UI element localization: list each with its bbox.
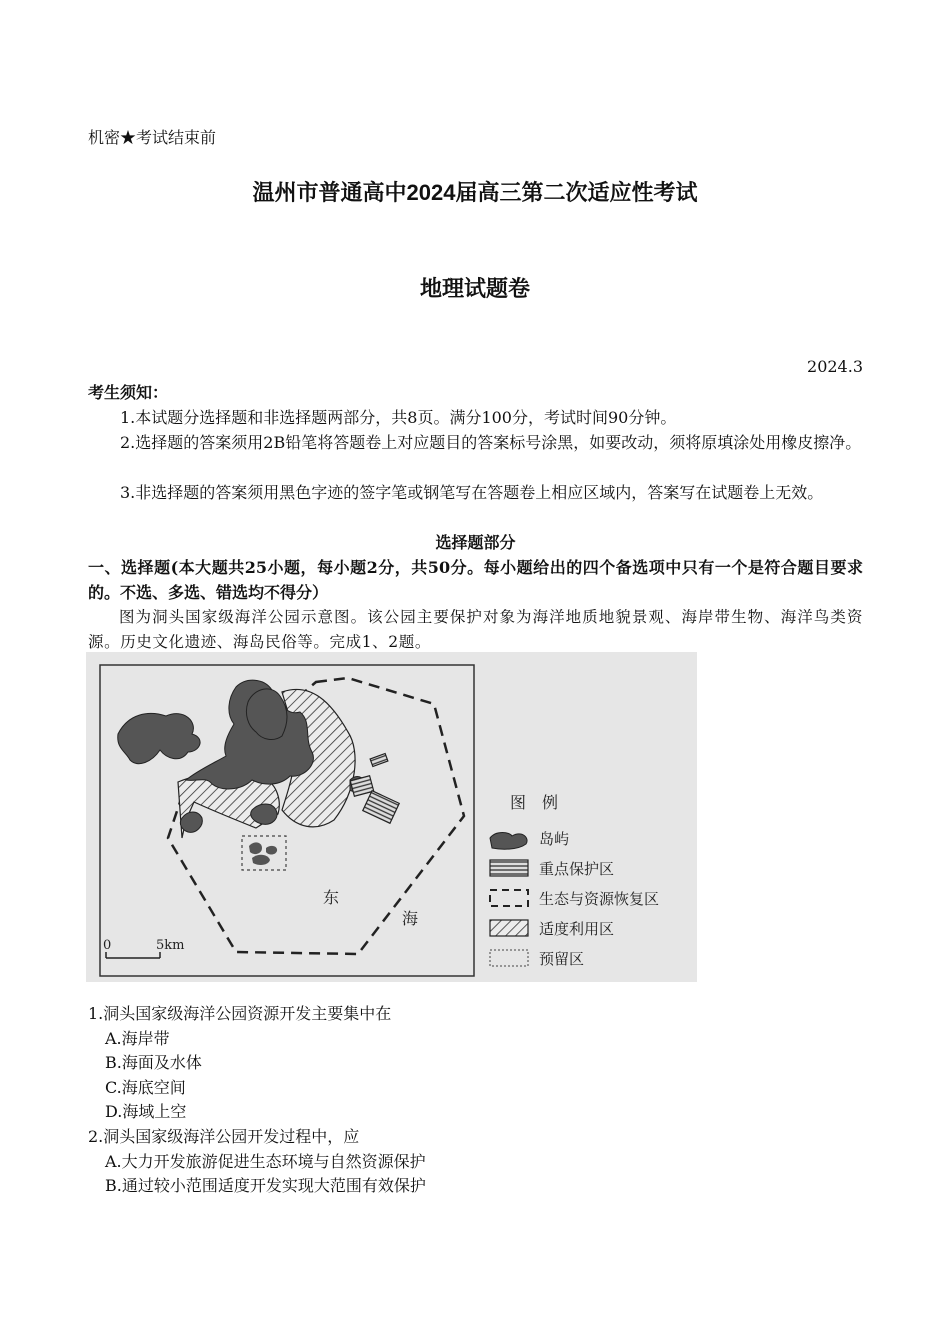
legend-label: 适度利用区 [539,920,615,938]
section-heading: 一、选择题(本大题共25小题，每小题2分，共50分。每小题给出的四个备选项中只有一个是符合题目要求的。不选、多选、错选均不得分） [88,558,863,602]
exam-date: 2024.3 [807,357,863,376]
question-1-stem: 1.洞头国家级海洋公园资源开发主要集中在 [88,1004,392,1023]
section-title: 选择题部分 [435,533,516,552]
question-2-stem: 2.洞头国家级海洋公园开发过程中，应 [88,1127,360,1146]
question-intro: 图为洞头国家级海洋公园示意图。该公园主要保护对象为海洋地质地貌景观、海岸带生物、海洋鸟类资源。历史文化遗迹、海岛民俗等。完成1、2题。 [88,608,863,651]
marine-park-map [86,652,697,982]
question-1-option-a: A.海岸带 [105,1029,170,1048]
island-icon [490,833,527,850]
scale-end-label: 5km [156,938,185,953]
legend-label: 预留区 [539,950,585,968]
notice-item: 2.选择题的答案须用2B铅笔将答题卷上对应题目的答案标号涂黑，如要改动，须将原填涂处用橡皮擦净。 [120,433,862,452]
legend-label: 重点保护区 [539,860,615,878]
exam-title: 温州市普通高中2024届高三第二次适应性考试 [252,180,698,205]
question-2-option-b: B.通过较小范围适度开发实现大范围有效保护 [105,1176,426,1195]
notice-heading: 考生须知： [88,383,169,402]
question-1-option-b: B.海面及水体 [105,1053,202,1072]
legend-label: 生态与资源恢复区 [539,890,660,908]
key-protection-icon [490,860,528,876]
moderate-use-icon [490,920,528,936]
question-2-option-a: A.大力开发旅游促进生态环境与自然资源保护 [105,1152,426,1171]
sea-label-east: 东 [323,888,340,907]
paper-subtitle: 地理试题卷 [419,276,530,301]
question-1-option-c: C.海底空间 [105,1078,186,1097]
question-1-option-d: D.海域上空 [105,1102,187,1121]
legend-title: 图 例 [510,793,559,812]
confidential-label: 机密★考试结束前 [88,128,217,147]
notice-item: 3.非选择题的答案须用黑色字迹的签字笔或钢笔写在答题卷上相应区域内，答案写在试题卷上无效。 [120,483,824,502]
scale-start-label: 0 [103,938,112,953]
notice-item: 1.本试题分选择题和非选择题两部分，共8页。满分100分，考试时间90分钟。 [120,408,677,427]
sea-label-sea: 海 [402,909,419,928]
legend-label: 岛屿 [539,830,570,848]
